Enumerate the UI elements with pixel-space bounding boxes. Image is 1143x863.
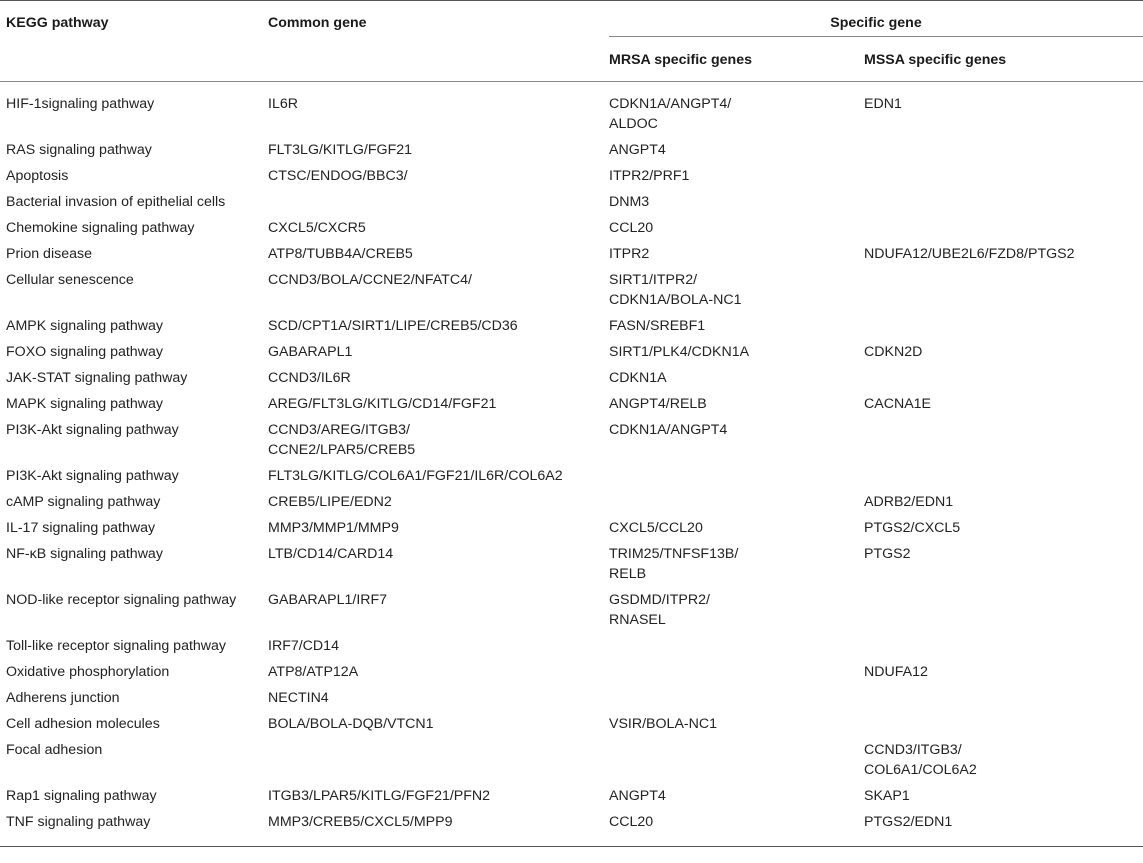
pathway-cell: [0, 737, 268, 783]
table-row: [0, 137, 1143, 163]
pathway-cell: [0, 489, 268, 515]
mssa-gene-cell: [864, 391, 1143, 417]
mssa-gene-cell: [864, 587, 1143, 633]
pathway-cell-text: Chemokine signaling pathway: [6, 220, 195, 236]
table-row: [0, 391, 1143, 417]
mrsa-gene-cell-text: CXCL5/CCL20: [609, 520, 703, 536]
mssa-gene-cell-text: CCND3/ITGB3/: [864, 742, 962, 758]
mrsa-gene-cell: [609, 391, 864, 417]
common-gene-cell: [268, 633, 609, 659]
table-row: [0, 587, 1143, 633]
pathway-cell-text: cAMP signaling pathway: [6, 494, 161, 510]
mrsa-gene-cell-text: GSDMD/ITPR2/: [609, 592, 710, 608]
pathway-cell-text: Adherens junction: [6, 690, 120, 706]
mssa-gene-cell-text: PTGS2: [864, 546, 911, 562]
pathway-cell: [0, 339, 268, 365]
mssa-gene-cell: [864, 339, 1143, 365]
pathway-cell: [0, 463, 268, 489]
pathway-cell: [0, 137, 268, 163]
mssa-gene-cell: [864, 463, 1143, 489]
table-row: [0, 313, 1143, 339]
pathway-cell-text: NF-κB signaling pathway: [6, 546, 163, 562]
mssa-gene-cell: [864, 189, 1143, 215]
mrsa-gene-cell: [609, 267, 864, 313]
pathway-cell-text: Oxidative phosphorylation: [6, 664, 170, 680]
common-gene-cell-text: IL6R: [268, 96, 298, 112]
table-row: [0, 659, 1143, 685]
mrsa-gene-cell: [609, 215, 864, 241]
common-gene-cell-text: BOLA/BOLA-DQB/VTCN1: [268, 716, 434, 732]
table-row: [0, 417, 1143, 463]
common-gene-cell: [268, 417, 609, 463]
pathway-cell-text: AMPK signaling pathway: [6, 318, 163, 334]
pathway-cell: [0, 515, 268, 541]
pathway-cell: [0, 267, 268, 313]
mrsa-gene-cell-text: ANGPT4: [609, 788, 666, 804]
pathway-cell: [0, 633, 268, 659]
mrsa-gene-cell-text: DNM3: [609, 194, 650, 210]
common-gene-cell-text: CREB5/LIPE/EDN2: [268, 494, 392, 510]
table-row: [0, 541, 1143, 587]
table-row: [0, 215, 1143, 241]
mssa-gene-cell-text: NDUFA12: [864, 664, 928, 680]
common-gene-cell: [268, 339, 609, 365]
pathway-cell-text: Toll-like receptor signaling pathway: [6, 638, 227, 654]
mssa-gene-cell: [864, 137, 1143, 163]
mrsa-gene-cell-text: SIRT1/PLK4/CDKN1A: [609, 344, 750, 360]
table-row: [0, 241, 1143, 267]
common-gene-cell: [268, 737, 609, 783]
mssa-gene-cell: [864, 163, 1143, 189]
mssa-gene-cell: [864, 489, 1143, 515]
pathway-cell-text: NOD-like receptor signaling pathway: [6, 592, 237, 608]
pathway-cell: [0, 659, 268, 685]
mrsa-gene-cell-text: CDKN1A/BOLA-NC1: [609, 292, 742, 308]
mssa-gene-cell: [864, 711, 1143, 737]
common-gene-cell: [268, 365, 609, 391]
pathway-cell: [0, 417, 268, 463]
pathway-cell: [0, 189, 268, 215]
mrsa-gene-cell-text: CDKN1A/ANGPT4: [609, 422, 728, 438]
mssa-gene-cell: [864, 809, 1143, 847]
mssa-gene-cell-text: SKAP1: [864, 788, 910, 804]
pathway-cell-text: Bacterial invasion of epithelial cells: [6, 194, 226, 210]
mrsa-gene-cell: [609, 163, 864, 189]
common-gene-cell: [268, 82, 609, 138]
table-row: [0, 711, 1143, 737]
table-row: [0, 82, 1143, 138]
table-row: [0, 365, 1143, 391]
pathway-cell-text: RAS signaling pathway: [6, 142, 152, 158]
common-gene-cell-text: NECTIN4: [268, 690, 329, 706]
table-row: [0, 633, 1143, 659]
common-gene-cell-text: CXCL5/CXCR5: [268, 220, 366, 236]
mssa-gene-cell: [864, 541, 1143, 587]
mrsa-gene-cell-text: ANGPT4/RELB: [609, 396, 707, 412]
mssa-gene-cell: [864, 737, 1143, 783]
pathway-cell: [0, 241, 268, 267]
mrsa-gene-cell: [609, 515, 864, 541]
mssa-gene-cell: [864, 241, 1143, 267]
mssa-gene-cell: [864, 267, 1143, 313]
mssa-gene-cell-text: PTGS2/EDN1: [864, 814, 953, 830]
mrsa-gene-cell-text: RELB: [609, 566, 647, 582]
pathway-cell: [0, 163, 268, 189]
common-gene-cell-text: ITGB3/LPAR5/KITLG/FGF21/PFN2: [268, 788, 491, 804]
pathway-cell: [0, 391, 268, 417]
common-gene-cell-text: CCND3/IL6R: [268, 370, 351, 386]
pathway-cell-text: Focal adhesion: [6, 742, 103, 758]
mssa-gene-cell: [864, 515, 1143, 541]
mrsa-gene-cell: [609, 587, 864, 633]
table-row: [0, 783, 1143, 809]
common-gene-cell: [268, 515, 609, 541]
mrsa-gene-cell-text: ITPR2: [609, 246, 650, 262]
common-gene-cell: [268, 163, 609, 189]
common-gene-cell: [268, 189, 609, 215]
mrsa-gene-cell-text: RNASEL: [609, 612, 666, 628]
mrsa-gene-cell: [609, 313, 864, 339]
header-kegg-pathway: KEGG pathway: [0, 1, 268, 82]
pathway-cell: [0, 587, 268, 633]
pathway-cell-text: HIF-1signaling pathway: [6, 96, 155, 112]
mssa-gene-cell: [864, 685, 1143, 711]
table-body: [0, 82, 1143, 847]
mrsa-gene-cell-text: ITPR2/PRF1: [609, 168, 690, 184]
header-mssa-specific: MSSA specific genes: [864, 37, 1143, 82]
mrsa-gene-cell: [609, 365, 864, 391]
mrsa-gene-cell-text: ANGPT4: [609, 142, 666, 158]
pathway-cell: [0, 365, 268, 391]
common-gene-cell-text: ATP8/TUBB4A/CREB5: [268, 246, 413, 262]
table-row: [0, 809, 1143, 847]
mrsa-gene-cell: [609, 417, 864, 463]
common-gene-cell: [268, 809, 609, 847]
mrsa-gene-cell: [609, 809, 864, 847]
common-gene-cell-text: AREG/FLT3LG/KITLG/CD14/FGF21: [268, 396, 497, 412]
pathway-cell: [0, 711, 268, 737]
common-gene-cell-text: CCND3/BOLA/CCNE2/NFATC4/: [268, 272, 472, 288]
mrsa-gene-cell: [609, 737, 864, 783]
mssa-gene-cell-text: CACNA1E: [864, 396, 932, 412]
common-gene-cell-text: FLT3LG/KITLG/COL6A1/FGF21/IL6R/COL6A2: [268, 468, 563, 484]
pathway-cell: [0, 215, 268, 241]
table-header: [0, 1, 1143, 82]
common-gene-cell: [268, 391, 609, 417]
pathway-cell-text: MAPK signaling pathway: [6, 396, 163, 412]
mrsa-gene-cell: [609, 633, 864, 659]
table-row: [0, 267, 1143, 313]
common-gene-cell: [268, 685, 609, 711]
pathway-cell-text: Cellular senescence: [6, 272, 134, 288]
mrsa-gene-cell-text: SIRT1/ITPR2/: [609, 272, 698, 288]
mssa-gene-cell: [864, 215, 1143, 241]
mssa-gene-cell: [864, 783, 1143, 809]
table-row: [0, 489, 1143, 515]
common-gene-cell-text: ATP8/ATP12A: [268, 664, 359, 680]
mrsa-gene-cell-text: CDKN1A/ANGPT4/: [609, 96, 732, 112]
pathway-cell: [0, 313, 268, 339]
common-gene-cell: [268, 541, 609, 587]
mrsa-gene-cell: [609, 189, 864, 215]
pathway-cell: [0, 685, 268, 711]
mrsa-gene-cell: [609, 339, 864, 365]
pathway-cell-text: FOXO signaling pathway: [6, 344, 163, 360]
mssa-gene-cell: [864, 82, 1143, 138]
common-gene-cell: [268, 267, 609, 313]
mrsa-gene-cell: [609, 659, 864, 685]
table-row: [0, 339, 1143, 365]
mrsa-gene-cell-text: TRIM25/TNFSF13B/: [609, 546, 739, 562]
common-gene-cell-text: GABARAPL1/IRF7: [268, 592, 388, 608]
mssa-gene-cell: [864, 365, 1143, 391]
table-row: [0, 515, 1143, 541]
table-row: [0, 189, 1143, 215]
mssa-gene-cell-text: PTGS2/CXCL5: [864, 520, 961, 536]
mrsa-gene-cell: [609, 82, 864, 138]
mrsa-gene-cell: [609, 241, 864, 267]
common-gene-cell-text: GABARAPL1: [268, 344, 353, 360]
pathway-cell-text: PI3K-Akt signaling pathway: [6, 422, 179, 438]
table-row: [0, 463, 1143, 489]
common-gene-cell: [268, 241, 609, 267]
mrsa-gene-cell-text: CDKN1A: [609, 370, 667, 386]
mrsa-gene-cell: [609, 137, 864, 163]
common-gene-cell: [268, 587, 609, 633]
mssa-gene-cell: [864, 659, 1143, 685]
common-gene-cell: [268, 711, 609, 737]
common-gene-cell: [268, 137, 609, 163]
mssa-gene-cell-text: CDKN2D: [864, 344, 923, 360]
pathway-cell-text: TNF signaling pathway: [6, 814, 151, 830]
mrsa-gene-cell: [609, 711, 864, 737]
pathway-cell-text: JAK-STAT signaling pathway: [6, 370, 188, 386]
common-gene-cell-text: SCD/CPT1A/SIRT1/LIPE/CREB5/CD36: [268, 318, 518, 334]
table-row: [0, 737, 1143, 783]
common-gene-cell-text: CTSC/ENDOG/BBC3/: [268, 168, 408, 184]
common-gene-cell-text: CCND3/AREG/ITGB3/: [268, 422, 410, 438]
header-mrsa-specific: MRSA specific genes: [609, 37, 864, 82]
pathway-cell-text: Rap1 signaling pathway: [6, 788, 157, 804]
mssa-gene-cell-text: ADRB2/EDN1: [864, 494, 954, 510]
mrsa-gene-cell: [609, 463, 864, 489]
table-row: [0, 685, 1143, 711]
pathway-cell-text: Cell adhesion molecules: [6, 716, 160, 732]
common-gene-cell: [268, 313, 609, 339]
mrsa-gene-cell: [609, 541, 864, 587]
common-gene-cell: [268, 463, 609, 489]
mssa-gene-cell: [864, 633, 1143, 659]
mrsa-gene-cell: [609, 783, 864, 809]
mrsa-gene-cell-text: CCL20: [609, 220, 654, 236]
pathway-cell-text: Prion disease: [6, 246, 92, 262]
common-gene-cell: [268, 215, 609, 241]
common-gene-cell: [268, 489, 609, 515]
common-gene-cell-text: IRF7/CD14: [268, 638, 339, 654]
common-gene-cell: [268, 783, 609, 809]
pathway-cell: [0, 809, 268, 847]
mrsa-gene-cell-text: ALDOC: [609, 116, 658, 132]
table-row: [0, 163, 1143, 189]
mssa-gene-cell: [864, 313, 1143, 339]
pathway-cell: [0, 783, 268, 809]
mrsa-gene-cell: [609, 489, 864, 515]
mssa-gene-cell-text: COL6A1/COL6A2: [864, 762, 977, 778]
mssa-gene-cell: [864, 417, 1143, 463]
pathway-cell: [0, 82, 268, 138]
common-gene-cell-text: MMP3/MMP1/MMP9: [268, 520, 399, 536]
pathway-cell-text: IL-17 signaling pathway: [6, 520, 156, 536]
header-specific-gene: Specific gene: [609, 1, 1143, 37]
mrsa-gene-cell-text: CCL20: [609, 814, 654, 830]
pathway-cell-text: PI3K-Akt signaling pathway: [6, 468, 179, 484]
mrsa-gene-cell: [609, 685, 864, 711]
pathway-cell-text: Apoptosis: [6, 168, 69, 184]
mssa-gene-cell-text: NDUFA12/UBE2L6/FZD8/PTGS2: [864, 246, 1075, 262]
mrsa-gene-cell-text: VSIR/BOLA-NC1: [609, 716, 718, 732]
mrsa-gene-cell-text: FASN/SREBF1: [609, 318, 706, 334]
common-gene-cell-text: FLT3LG/KITLG/FGF21: [268, 142, 413, 158]
mssa-gene-cell-text: EDN1: [864, 96, 902, 112]
header-common-gene: Common gene: [268, 1, 609, 82]
pathway-cell: [0, 541, 268, 587]
common-gene-cell-text: MMP3/CREB5/CXCL5/MPP9: [268, 814, 453, 830]
common-gene-cell: [268, 659, 609, 685]
common-gene-cell-text: CCNE2/LPAR5/CREB5: [268, 442, 416, 458]
common-gene-cell-text: LTB/CD14/CARD14: [268, 546, 394, 562]
